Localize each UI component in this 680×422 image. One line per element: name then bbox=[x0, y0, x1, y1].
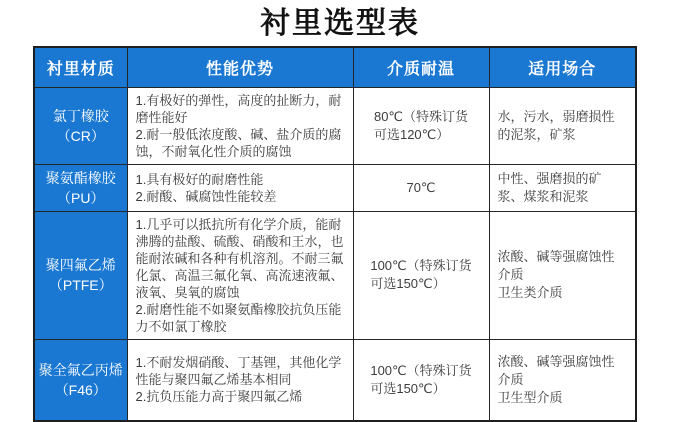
performance-cell bbox=[127, 87, 353, 164]
performance-cell bbox=[127, 164, 353, 211]
applications-cell bbox=[489, 339, 636, 421]
applications-cell bbox=[489, 164, 636, 211]
temp-line: 100℃（特殊订货 bbox=[370, 362, 472, 378]
perf-item: 1.几乎可以抵抗所有化学介质，能耐沸腾的盐酸、硫酸、硝酸和王水，也能耐浓碱和各种有机溶剂。不耐三氟化氯、高温三氟化氧、高流速液氟、液氧、臭氧的腐蚀 bbox=[135, 216, 344, 300]
temperature-cell bbox=[353, 87, 489, 164]
column-header-performance: 性能优势 bbox=[127, 47, 353, 87]
lining-selection-table bbox=[33, 46, 637, 422]
material-cell bbox=[34, 164, 127, 211]
temperature-cell bbox=[353, 164, 489, 211]
applications-cell bbox=[489, 87, 636, 164]
apps-line: 中性、强磨损的矿浆、煤浆和泥浆 bbox=[497, 170, 602, 204]
perf-item: 1.不耐发烟硝酸、丁基锂，其他化学性能与聚四氟乙烯基本相同 bbox=[135, 355, 342, 388]
material-name: 氯丁橡胶 bbox=[52, 107, 109, 124]
perf-item: 1.具有极好的耐磨性能 bbox=[135, 171, 264, 187]
temp-line: 可选150℃） bbox=[370, 276, 446, 291]
apps-line: 水，污水，弱磨损性的泥浆，矿浆 bbox=[497, 108, 615, 142]
material-name: 聚四氟乙烯 bbox=[45, 257, 116, 273]
material-name: 聚全氟乙丙烯 bbox=[38, 361, 123, 378]
table-row-pu bbox=[34, 164, 636, 211]
column-header-applications: 适用场合 bbox=[489, 47, 636, 87]
column-header-temperature: 介质耐温 bbox=[353, 47, 489, 87]
performance-cell bbox=[127, 339, 353, 421]
perf-item: 2.耐酸、碱腐蚀性能较差 bbox=[135, 188, 277, 204]
temp-line: 可选150℃） bbox=[370, 380, 446, 396]
perf-item: 2.耐磨性能不如聚氨酯橡胶抗负压能力不如氯丁橡胶 bbox=[135, 301, 342, 334]
temp-line: 可选120℃） bbox=[373, 126, 450, 142]
temp-line: 80℃（特殊订货 bbox=[373, 108, 469, 124]
material-code: （PU） bbox=[57, 189, 105, 206]
perf-item: 2.抗负压能力高于聚四氟乙烯 bbox=[135, 389, 303, 405]
applications-cell bbox=[489, 211, 636, 339]
column-header-material: 衬里材质 bbox=[34, 47, 127, 87]
material-code: （F46） bbox=[54, 381, 107, 398]
performance-cell bbox=[127, 211, 353, 339]
temp-line: 70℃ bbox=[406, 179, 436, 195]
material-name: 聚氨酯橡胶 bbox=[45, 169, 116, 186]
material-cell bbox=[34, 87, 127, 164]
table-row-cr bbox=[34, 87, 636, 164]
table-body bbox=[34, 87, 636, 421]
material-cell bbox=[34, 211, 127, 339]
material-code: （PTFE） bbox=[48, 277, 113, 293]
temperature-text bbox=[374, 108, 468, 144]
temperature-cell bbox=[353, 339, 489, 421]
temperature-text bbox=[370, 257, 471, 293]
table-header bbox=[34, 47, 636, 87]
perf-item: 1.有极好的弹性，高度的扯断力，耐磨性能好 bbox=[135, 92, 342, 125]
table-row-f46 bbox=[34, 339, 636, 421]
temperature-cell bbox=[353, 211, 489, 339]
material-code: （CR） bbox=[56, 127, 105, 144]
material-cell bbox=[34, 339, 127, 421]
apps-line: 卫生类介质 bbox=[497, 285, 563, 300]
temperature-text bbox=[406, 179, 435, 197]
apps-line: 卫生型介质 bbox=[497, 389, 563, 405]
page-title: 衬里选型表 bbox=[260, 7, 420, 40]
perf-item: 2.耐一般低浓度酸、碱、盐介质的腐蚀，不耐氧化性介质的腐蚀 bbox=[135, 126, 342, 159]
apps-line: 浓酸、碱等强腐蚀性介质 bbox=[497, 249, 615, 282]
header-row bbox=[34, 47, 636, 87]
temp-line: 100℃（特殊订货 bbox=[370, 258, 472, 273]
table-row-ptfe bbox=[34, 211, 636, 339]
apps-line: 浓酸、碱等强腐蚀性介质 bbox=[497, 353, 615, 387]
temperature-text bbox=[370, 362, 471, 398]
